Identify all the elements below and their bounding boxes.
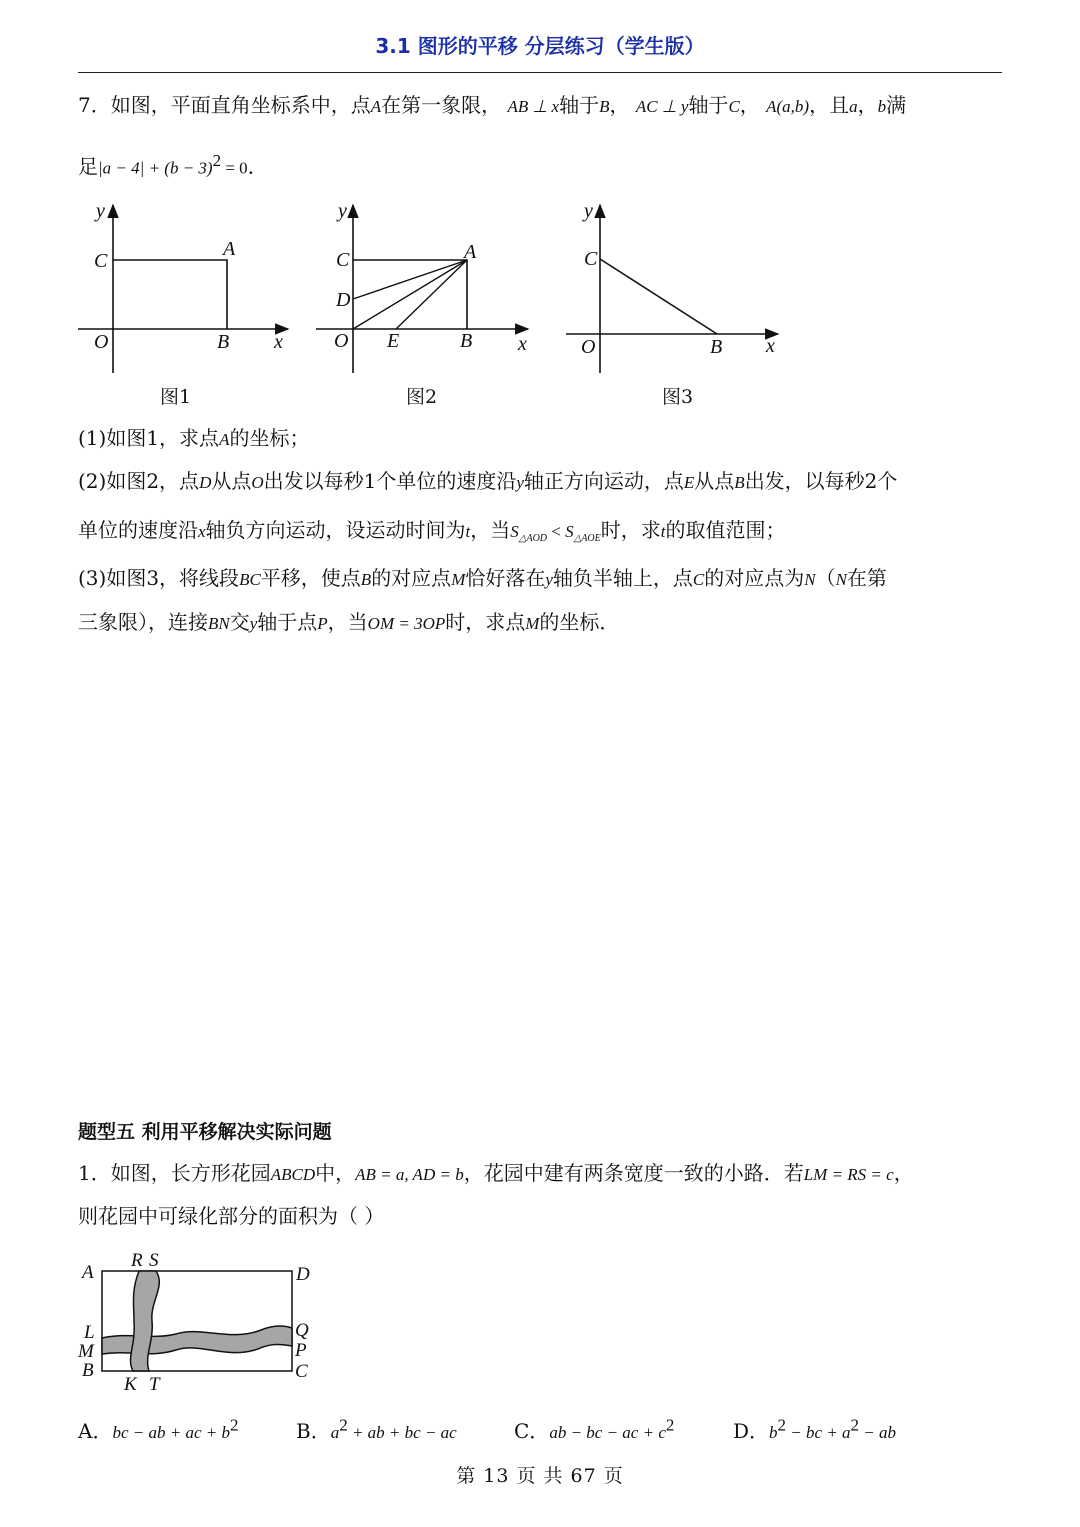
q7-text: ， <box>857 93 878 117</box>
q1-text: ，花园中建有两条宽度一致的小路．若 <box>463 1161 804 1185</box>
math-A-ab: A(a,b) <box>766 97 810 116</box>
q7-line1 <box>78 90 1008 122</box>
math-b: b <box>877 97 887 116</box>
option-sup: 2 <box>229 1415 239 1435</box>
q7-text: (3)如图3，将线段 <box>78 566 240 590</box>
label-A: A <box>223 238 236 260</box>
label-E: E <box>387 330 400 352</box>
q7-text: 的坐标． <box>539 610 620 634</box>
label-O: O <box>581 336 596 358</box>
option-sup: 2 <box>665 1415 675 1435</box>
math-P: P <box>317 614 328 633</box>
option-expr-tail: + ab + bc − ac <box>347 1423 457 1442</box>
label-K: K <box>124 1374 137 1395</box>
math-BC: BC <box>239 570 261 589</box>
q7-text: 足 <box>78 154 98 179</box>
option-expr: b <box>769 1423 778 1442</box>
segment-DA <box>353 260 467 299</box>
math-O: O <box>251 473 264 492</box>
segment-BC <box>600 259 717 334</box>
q1-text: 如图，长方形花园 <box>110 1161 271 1185</box>
option-letter: A． <box>78 1419 113 1443</box>
q7-text: 交 <box>229 610 250 634</box>
option-expr-tail: − bc + a <box>786 1423 851 1442</box>
math-BN: BN <box>208 614 230 633</box>
q7-part2-line2 <box>78 515 1008 554</box>
vertical-path <box>130 1271 159 1371</box>
label-D: D <box>336 289 351 311</box>
q1-text: ， <box>893 1161 914 1185</box>
math-A: A <box>370 97 382 116</box>
figure-3-caption: 图3 <box>662 386 694 408</box>
q7-text: 的取值范围； <box>665 518 786 542</box>
option-letter: B． <box>296 1419 331 1443</box>
math-S: S <box>510 522 519 541</box>
option-D[interactable] <box>733 1415 896 1444</box>
q7-text: ，当 <box>470 518 511 542</box>
option-sup: 2 <box>339 1415 348 1435</box>
rectangle-outline <box>113 260 227 329</box>
math-A: A <box>219 430 230 449</box>
q7-text: （ <box>815 566 836 590</box>
q7-text: 平移，使点 <box>260 566 361 590</box>
math-C: C <box>692 570 705 589</box>
math-B: B <box>734 473 745 492</box>
q7-text: 恰好落在 <box>465 566 546 590</box>
label-C: C <box>336 249 350 271</box>
q7-text: 出发，以每秒2个 <box>744 469 898 493</box>
math-OM-eq: OM = 3OP <box>367 614 446 633</box>
q7-text: 单位的速度沿 <box>78 518 198 542</box>
q7-text: 的坐标； <box>229 426 310 450</box>
q1-number: 1． <box>78 1161 111 1185</box>
label-P: P <box>295 1340 307 1361</box>
label-O: O <box>94 331 109 353</box>
q7-text: 三象限），连接 <box>78 610 208 634</box>
option-expr: bc − ab + ac + b <box>112 1423 230 1442</box>
label-C: C <box>295 1361 308 1382</box>
math-condition: |a − 4| + (b − 3) <box>98 158 213 178</box>
label-R: R <box>131 1250 143 1271</box>
math-a: a <box>849 97 858 116</box>
label-x: x <box>274 331 283 353</box>
q7-text: 在第一象限， <box>381 93 502 117</box>
q7-part3-line1 <box>78 563 1008 595</box>
option-expr-tail: − ab <box>859 1423 897 1442</box>
q7-text: 轴于点 <box>257 610 318 634</box>
q7-text: ． <box>247 154 268 179</box>
label-y: y <box>96 200 105 222</box>
label-y: y <box>584 200 593 222</box>
q7-text: ， <box>609 93 630 117</box>
section-title: 题型五 利用平移解决实际问题 <box>78 1121 332 1143</box>
math-M: M <box>451 570 466 589</box>
math-ab-perp-x: AB ⊥ x <box>507 97 560 116</box>
page-footer: 第 13 页 共 67 页 <box>456 1465 624 1487</box>
label-Q: Q <box>295 1320 309 1341</box>
q7-text: 轴于 <box>559 93 600 117</box>
math-y: y <box>545 570 553 589</box>
math-y: y <box>249 614 258 633</box>
math-B: B <box>599 97 610 116</box>
horizontal-path <box>102 1326 292 1354</box>
math-N: N <box>835 570 847 589</box>
q7-line2 <box>78 146 1008 184</box>
math-subscript: △AOE <box>573 533 601 544</box>
math-lm-rs: LM = RS = c <box>803 1165 894 1184</box>
header-divider <box>78 72 1002 73</box>
label-B: B <box>460 330 473 352</box>
math-square: 2 <box>212 151 222 170</box>
q7-text: 的对应点 <box>371 566 452 590</box>
label-L: L <box>84 1322 95 1343</box>
figure-3 <box>560 195 790 380</box>
garden-figure <box>76 1246 326 1396</box>
figure-1-caption: 图1 <box>160 386 192 408</box>
q7-text: 轴负方向运动，设运动时间为 <box>205 518 466 542</box>
label-B: B <box>217 331 230 353</box>
label-y: y <box>338 200 347 222</box>
option-A[interactable] <box>78 1415 238 1444</box>
q7-text: 满 <box>886 93 907 117</box>
s5-q1-line2: 则花园中可绿化部分的面积为（ ） <box>78 1204 385 1228</box>
q7-text: 在第 <box>846 566 887 590</box>
q7-text: (2)如图2，点 <box>78 469 200 493</box>
q7-text: 轴正方向运动，点 <box>523 469 684 493</box>
math-M: M <box>525 614 540 633</box>
figure-1 <box>70 195 300 380</box>
math-ABCD: ABCD <box>270 1165 316 1184</box>
q7-text: 轴于 <box>688 93 729 117</box>
label-B: B <box>82 1360 94 1381</box>
math-ac-perp-y: AC ⊥ y <box>635 97 689 116</box>
segment-OA <box>353 260 467 329</box>
option-C[interactable] <box>514 1415 674 1444</box>
q7-text: 轴负半轴上，点 <box>552 566 693 590</box>
label-S: S <box>149 1250 159 1271</box>
q7-text: 时，求点 <box>445 610 526 634</box>
q7-part2-line1 <box>78 466 1008 498</box>
q7-text: 从点 <box>694 469 735 493</box>
q7-text: 出发以每秒1个单位的速度沿 <box>263 469 517 493</box>
page-title: 3.1 图形的平移 分层练习（学生版） <box>375 34 705 58</box>
option-sup: 2 <box>777 1415 787 1435</box>
label-A: A <box>464 241 477 263</box>
math-x: x <box>198 522 206 541</box>
label-x: x <box>518 333 527 355</box>
math-t: t <box>465 522 471 541</box>
q7-text: 的对应点为 <box>704 566 805 590</box>
option-sup: 2 <box>850 1415 860 1435</box>
label-C: C <box>94 250 108 272</box>
math-C: C <box>728 97 740 116</box>
s5-q1-line1 <box>78 1158 1008 1190</box>
math-D: D <box>199 473 212 492</box>
q7-text: 时，求 <box>600 518 661 542</box>
figure-2-caption: 图2 <box>406 386 438 408</box>
q7-number: 7． <box>78 93 111 117</box>
q7-text: ，且 <box>809 93 850 117</box>
option-expr: a <box>330 1423 340 1442</box>
math-equals-zero: = 0 <box>221 158 248 178</box>
math-ab-ad: AB = a, AD = b <box>355 1165 464 1184</box>
q1-text: 中， <box>315 1161 356 1185</box>
label-x: x <box>766 335 775 357</box>
math-t: t <box>660 522 666 541</box>
option-letter: D． <box>733 1419 770 1443</box>
label-A: A <box>82 1262 94 1283</box>
q7-text: 从点 <box>211 469 252 493</box>
option-B[interactable] <box>296 1415 457 1444</box>
segment-EA <box>396 260 467 329</box>
figure-2 <box>310 195 540 380</box>
label-D: D <box>296 1264 310 1285</box>
label-M: M <box>78 1341 94 1362</box>
q7-part3-line2 <box>78 607 1008 639</box>
q7-text: ，当 <box>327 610 368 634</box>
math-subscript: △AOD <box>518 533 548 544</box>
math-S: S <box>565 522 574 541</box>
math-E: E <box>683 473 695 492</box>
math-less-than: < <box>547 522 566 541</box>
option-letter: C． <box>514 1419 550 1443</box>
label-O: O <box>334 330 349 352</box>
option-expr: ab − bc − ac + c <box>549 1423 666 1442</box>
math-B: B <box>360 570 372 589</box>
label-B: B <box>710 336 723 358</box>
q7-text: (1)如图1，求点 <box>78 426 220 450</box>
math-N: N <box>804 570 816 589</box>
label-T: T <box>149 1374 160 1395</box>
label-C: C <box>584 248 598 270</box>
q7-text: 如图，平面直角坐标系中，点 <box>110 93 371 117</box>
q7-text: ， <box>739 93 760 117</box>
math-y: y <box>516 473 524 492</box>
q7-part1 <box>78 423 1008 455</box>
